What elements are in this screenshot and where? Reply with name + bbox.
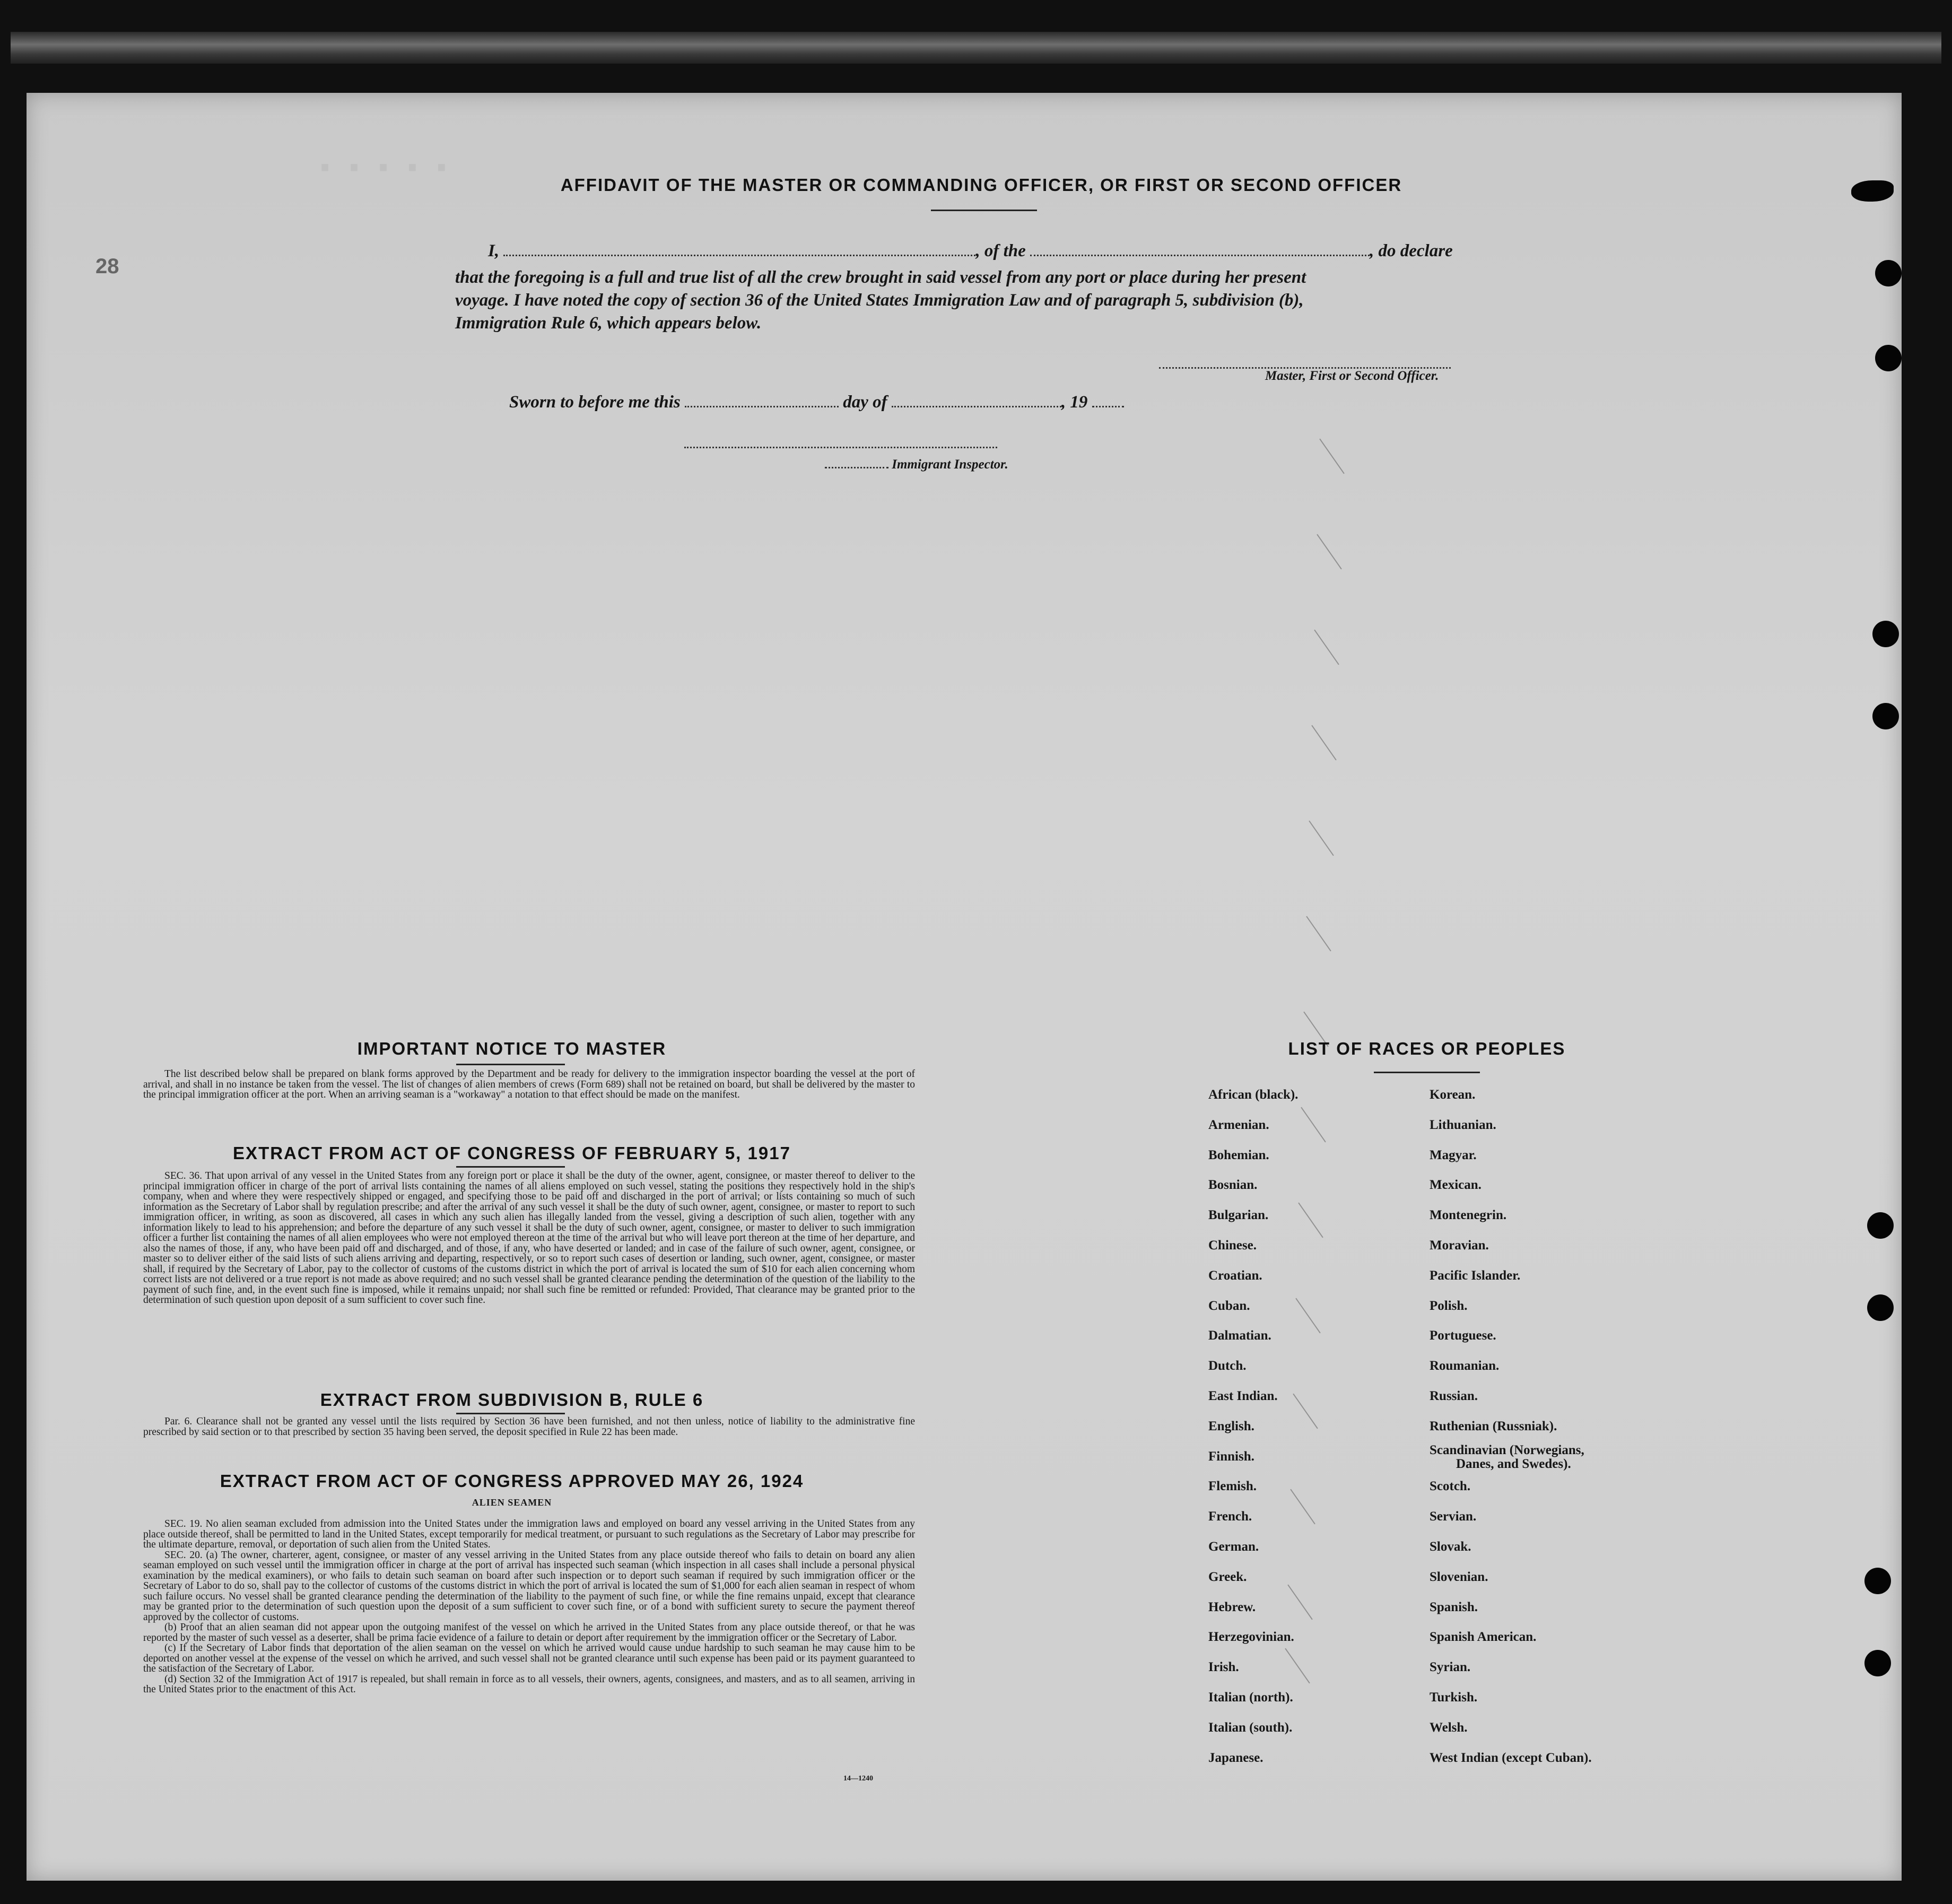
sworn-month-field[interactable] (892, 405, 1061, 407)
extract-rule6-text (143, 1416, 915, 1437)
race-item: Greek. (1208, 1569, 1247, 1584)
affidavit-line-2: that the foregoing is a full and true list of all the crew brought in said vessel from any port or place during her present (455, 268, 1306, 287)
notice-title: IMPORTANT NOTICE TO MASTER (357, 1039, 667, 1058)
notice-underline (456, 1064, 565, 1065)
races-underline (1374, 1072, 1480, 1073)
inspector-short-field[interactable] (825, 466, 888, 468)
race-item: Russian. (1430, 1389, 1478, 1403)
binder-hole (1875, 345, 1902, 371)
race-item: East Indian. (1208, 1389, 1278, 1403)
par6-paragraph: Par. 6. Clearance shall not be granted any vessel until the lists required by Section 36 have been furnished, and not then unless, notice of liability to the administrative fine prescribed by said section or to that prescribed by section 35 having been served, the deposit specified in Rule 22 has been made. (143, 1416, 915, 1438)
i-label: I, (488, 241, 500, 260)
sec20b-paragraph: (b) Proof that an alien seaman did not appear upon the outgoing manifest of the vessel on which he arrived in the United States from any place outside thereof, or that he was reported by the master of such vessel as a deserter, shall be prima facie evidence of a failure to detain or deport after requirement by the immigration officer or the Secretary of Labor. (143, 1622, 915, 1644)
race-item: Bohemian. (1208, 1147, 1269, 1162)
race-item: Dalmatian. (1208, 1328, 1271, 1343)
race-item: Scandinavian (Norwegians, (1430, 1442, 1584, 1457)
race-item: Mexican. (1430, 1178, 1482, 1193)
race-item: Pacific Islander. (1430, 1268, 1521, 1283)
race-item: Ruthenian (Russniak). (1430, 1419, 1557, 1433)
race-item: African (black). (1208, 1088, 1299, 1102)
bleed-through-text: · · · · · (318, 141, 451, 194)
races-title: LIST OF RACES OR PEOPLES (1288, 1039, 1566, 1058)
race-item: Finnish. (1208, 1449, 1254, 1464)
extract-rule6-title: EXTRACT FROM SUBDIVISION B, RULE 6 (320, 1390, 704, 1410)
form-number: 14—1240 (843, 1775, 873, 1783)
race-item: Syrian. (1430, 1660, 1471, 1675)
affidavit-line-4: Immigration Rule 6, which appears below. (455, 314, 762, 333)
binder-hole (1867, 1294, 1894, 1321)
race-item: Turkish. (1430, 1690, 1478, 1705)
race-item: Polish. (1430, 1298, 1468, 1313)
race-item: Flemish. (1208, 1479, 1257, 1494)
race-item: Spanish. (1430, 1599, 1478, 1614)
edge-tear (1851, 180, 1894, 202)
master-signature-label: Master, First or Second Officer. (1265, 369, 1439, 383)
race-item: German. (1208, 1540, 1259, 1554)
race-item: Lithuanian. (1430, 1117, 1496, 1132)
extract-1917-text (143, 1171, 915, 1306)
race-item: Slovak. (1430, 1540, 1471, 1554)
sworn-day-field[interactable] (685, 405, 839, 407)
race-item: Armenian. (1208, 1117, 1269, 1132)
of-the-label: , of the (975, 241, 1026, 260)
race-item: Korean. (1430, 1088, 1476, 1102)
race-item-continuation: Danes, and Swedes). (1456, 1456, 1571, 1471)
notice-paragraph: The list described below shall be prepared on blank forms approved by the Department and be ready for delivery to the immigration inspector boarding the vessel at the port of arrival, and shall in no instance be taken from the vessel. The list of changes of alien members of crews (Form 689) shall not be retained on board, but shall be delivered by the master to the principal immigration officer at the port. When an arriving seaman is a "workaway" a notation to that effect should be made on the manifest. (143, 1068, 915, 1100)
extract-1917-title: EXTRACT FROM ACT OF CONGRESS OF FEBRUARY 5, 1917 (233, 1143, 791, 1163)
race-item: Bosnian. (1208, 1178, 1258, 1193)
race-item: Servian. (1430, 1509, 1477, 1524)
race-item: French. (1208, 1509, 1252, 1524)
binder-hole (1872, 703, 1899, 729)
year-prefix: , 19 (1061, 393, 1088, 412)
binder-hole (1864, 1568, 1891, 1594)
sec20a-paragraph: SEC. 20. (a) The owner, charterer, agent, consignee, or master of any vessel arriving in the United States from any place outside thereof who fails to detain on board any alien seaman employed on such vessel until the immigration officer in charge at the port of arrival has inspected such seaman (which inspection in all cases shall include a personal physical examination by the medical examiners), or who fails to detain such seaman on board after such inspection or to deport such seaman if required by such immigration officer or the Secretary of Labor to do so, shall pay to the collector of customs of the customs district in which the port of arrival is located the sum of $1,000 for each alien seaman in respect of whom such failure occurs. No vessel shall be granted clearance pending the determination of the liability to the payment of such fine, or while the fine remains unpaid, except that clearance may be granted prior to the determination of such question upon the deposit of a sum sufficient to cover such fine, or of a bond with sufficient surety to secure the payment thereof approved by the collector of customs. (143, 1549, 915, 1623)
sworn-year-field[interactable] (1092, 405, 1124, 407)
race-item: Magyar. (1430, 1147, 1477, 1162)
extract-1924-title: EXTRACT FROM ACT OF CONGRESS APPROVED MAY 26, 1924 (220, 1471, 804, 1491)
binder-hole (1864, 1650, 1891, 1676)
extract-1924-text (143, 1519, 915, 1695)
race-item: Slovenian. (1430, 1569, 1488, 1584)
alien-seamen-subtitle: ALIEN SEAMEN (472, 1497, 552, 1508)
sworn-label: Sworn to before me this (509, 393, 681, 412)
race-item: Roumanian. (1430, 1359, 1500, 1373)
race-item: Dutch. (1208, 1359, 1247, 1373)
binder-hole (1875, 260, 1902, 286)
race-item: Moravian. (1430, 1238, 1489, 1253)
race-item: English. (1208, 1419, 1254, 1433)
race-item: Spanish American. (1430, 1630, 1537, 1645)
page-number: 28 (95, 255, 119, 278)
race-item: Croatian. (1208, 1268, 1262, 1283)
race-item: Bulgarian. (1208, 1208, 1269, 1223)
binder-hole (1872, 621, 1899, 647)
vessel-field[interactable] (1030, 254, 1370, 256)
title-underline (931, 210, 1037, 211)
race-item: Italian (south). (1208, 1720, 1293, 1735)
affidavit-title: AFFIDAVIT OF THE MASTER OR COMMANDING OFFICER, OR FIRST OR SECOND OFFICER (560, 175, 1402, 195)
affidavit-line-3: voyage. I have noted the copy of section 36 of the United States Immigration Law and of paragraph 5, subdivision (b), (455, 291, 1304, 310)
extract-1917-underline (456, 1166, 565, 1168)
sworn-line (509, 393, 1124, 412)
inspector-label: Immigrant Inspector. (892, 457, 1008, 472)
do-declare-label: , do declare (1370, 241, 1453, 260)
film-edge (11, 32, 1941, 64)
notice-text (143, 1069, 915, 1100)
race-item: Chinese. (1208, 1238, 1257, 1253)
race-item: Irish. (1208, 1660, 1239, 1675)
race-item: Hebrew. (1208, 1599, 1256, 1614)
day-of-label: day of (843, 393, 887, 412)
inspector-line (825, 457, 1008, 472)
race-item: Italian (north). (1208, 1690, 1293, 1705)
binder-hole (1867, 1212, 1894, 1239)
race-item: Herzegovinian. (1208, 1630, 1294, 1645)
race-item: West Indian (except Cuban). (1430, 1750, 1592, 1765)
race-item: Cuban. (1208, 1298, 1250, 1313)
race-item: Scotch. (1430, 1479, 1471, 1494)
name-field[interactable] (503, 254, 975, 256)
sec19-paragraph: SEC. 19. No alien seaman excluded from admission into the United States under the immigration laws and employed on board any vessel arriving in the United States from any place outside thereof, shall be permitted to land in the United States, except temporarily for medical treatment, or pursuant to such regulations as the Secretary of Labor may prescribe for the ultimate departure, removal, or deportation of such alien from the United States. (143, 1518, 915, 1550)
sec36-paragraph: SEC. 36. That upon arrival of any vessel in the United States from any foreign port or place it shall be the duty of the owner, agent, consignee, or master thereof to deliver to the principal immigration officer in charge of the port of arrival lists containing the names of all aliens employed on such vessel, stating the positions they respectively hold in the ship's company, when and where they were respectively shipped or engaged, and specifying those to be paid off and discharged in the port of arrival; or lists containing so much of such information as the Secretary of Labor shall by regulation prescribe; and after the arrival of any such vessel it shall be the duty of such owner, agent, consignee, or master to report to such immigration officer, in writing, as soon as discovered, all cases in which any such alien has illegally landed from the vessel, giving a description of such alien, together with any information likely to lead to his apprehension; and before the departure of any such vessel it shall be the duty of such owner, agent, consignee, or master to deliver to such immigration officer a further list containing the names of all alien employees who were not employed thereon at the time of the arrival but who will leave port thereon at the time of her departure, and also the names of those, if any, who have been paid off and discharged, and of those, if any, who have deserted or landed; and in case of the failure of such owner, agent, consignee, or master so to deliver either of the said lists of such aliens arriving and departing, respectively, or so to report such cases of desertion or landing, such owner, agent, consignee, or master shall, if required by the Secretary of Labor, pay to the collector of customs of the customs district in which the port of arrival is located the sum of $10 for each alien concerning whom correct lists are not delivered or a true report is not made as above required; and no such vessel shall be granted clearance pending the determination of the question of the liability to the payment of such fine, and, in the event such fine is imposed, while it remains unpaid; nor shall such fine be remitted or refunded: Provided, That clearance may be granted prior to the determination of such question upon deposit of a sum sufficient to cover such fine. (143, 1170, 915, 1306)
sec20d-paragraph: (d) Section 32 of the Immigration Act of 1917 is repealed, but shall remain in force as to all vessels, their owners, agents, consignees, and masters, and as to all seamen, arriving in the United States prior to the enactment of this Act. (143, 1673, 915, 1695)
race-item: Montenegrin. (1430, 1208, 1507, 1223)
race-item: Portuguese. (1430, 1328, 1496, 1343)
extract-rule6-underline (456, 1413, 565, 1414)
affidavit-line-1 (488, 241, 1453, 261)
sec20c-paragraph: (c) If the Secretary of Labor finds that deportation of the alien seaman on the vessel on which he arrived would cause undue hardship to such seaman he may cause him to be deported on another vessel at the expense of the vessel on which he arrived, and such vessel shall not be granted clearance until such expense has been paid or its payment guaranteed to the satisfaction of the Secretary of Labor. (143, 1642, 915, 1674)
race-item: Japanese. (1208, 1750, 1263, 1765)
race-item: Welsh. (1430, 1720, 1468, 1735)
inspector-signature-field[interactable] (684, 446, 997, 448)
